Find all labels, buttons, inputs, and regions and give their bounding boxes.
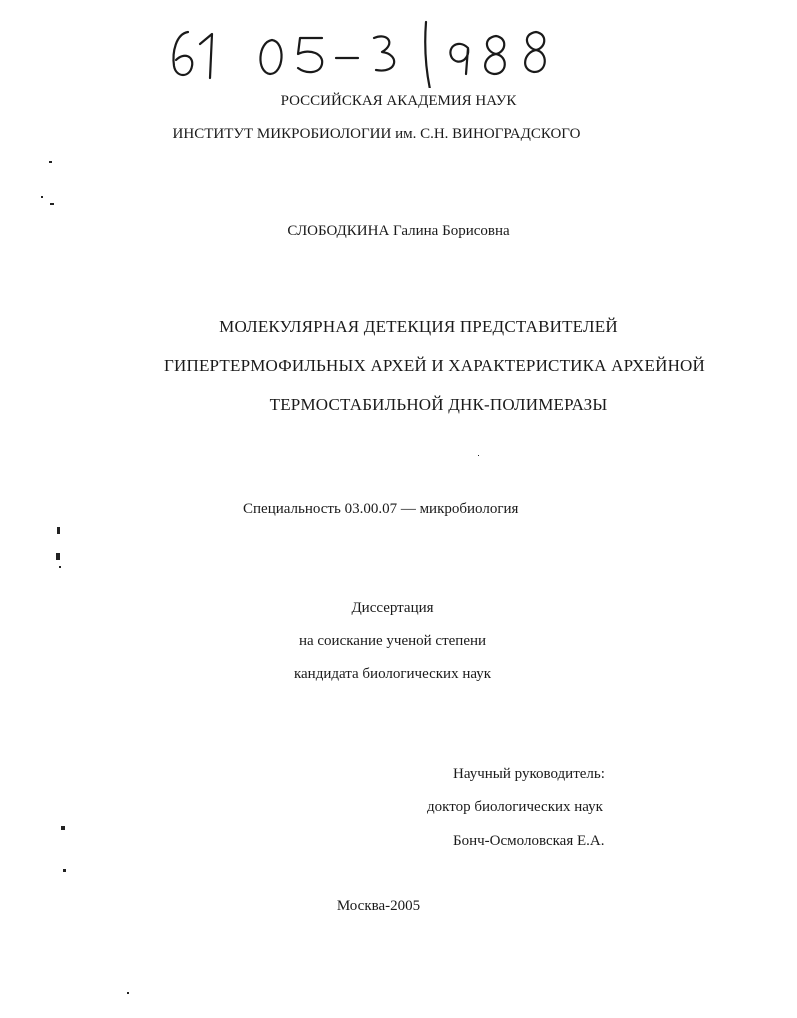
academy-name: РОССИЙСКАЯ АКАДЕМИЯ НАУК <box>280 93 517 109</box>
thesis-title-line-1: МОЛЕКУЛЯРНАЯ ДЕТЕКЦИЯ ПРЕДСТАВИТЕЛЕЙ <box>219 317 618 336</box>
supervisor-label: Научный руководитель: <box>453 766 605 782</box>
degree-name: кандидата биологических наук <box>293 666 492 682</box>
scan-speck <box>56 553 60 560</box>
scan-speck <box>63 869 66 872</box>
supervisor-name: Бонч-Осмоловская Е.А. <box>453 833 605 849</box>
scan-speck <box>41 196 43 198</box>
degree-purpose: на соискание ученой степени <box>298 633 487 649</box>
specialty: Специальность 03.00.07 — микробиология <box>243 501 519 517</box>
scan-speck <box>61 826 65 830</box>
handwritten-archive-code <box>160 8 580 88</box>
scan-speck <box>49 161 52 163</box>
thesis-title-line-2: ГИПЕРТЕРМОФИЛЬНЫХ АРХЕЙ И ХАРАКТЕРИСТИКА АРХЕЙНОЙ <box>163 356 706 375</box>
scan-speck <box>478 455 479 456</box>
supervisor-degree: доктор биологических наук <box>427 799 603 815</box>
city-year: Москва-2005 <box>336 898 421 914</box>
scan-speck <box>57 527 60 534</box>
scan-speck <box>59 566 61 568</box>
thesis-title-line-3: ТЕРМОСТАБИЛЬНОЙ ДНК-ПОЛИМЕРАЗЫ <box>269 395 608 414</box>
dissertation-label: Диссертация <box>351 600 434 616</box>
scan-speck <box>50 203 54 205</box>
institute-name: ИНСТИТУТ МИКРОБИОЛОГИИ им. С.Н. ВИНОГРАДСКОГО <box>172 126 581 142</box>
scan-speck <box>127 992 129 994</box>
author-name: СЛОБОДКИНА Галина Борисовна <box>287 223 510 239</box>
